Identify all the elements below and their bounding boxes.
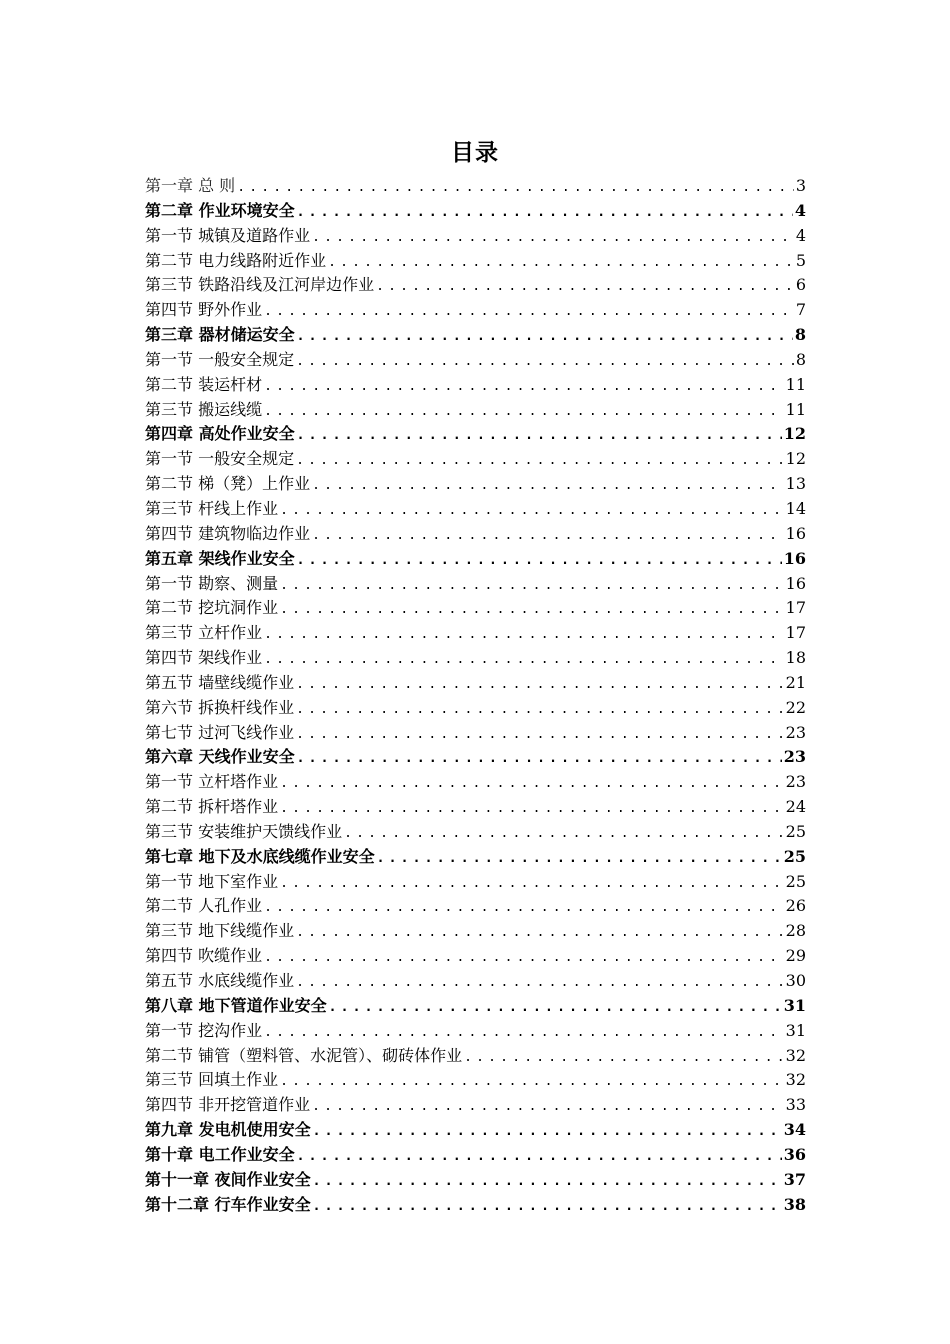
toc-entry-label: 第一节 一般安全规定	[145, 449, 295, 469]
toc-entry[interactable]	[145, 621, 806, 646]
dot-leader	[280, 797, 784, 822]
toc-entry[interactable]	[145, 919, 806, 944]
toc-entry[interactable]	[145, 572, 806, 597]
toc-entry[interactable]	[145, 398, 806, 423]
toc-entry-page-number: 5	[795, 250, 806, 270]
dot-leader	[297, 747, 782, 772]
toc-entry-label: 第三节 地下线缆作业	[145, 921, 295, 941]
toc-entry-label: 第五节 水底线缆作业	[145, 971, 295, 990]
toc-entry-page-number: 17	[785, 623, 806, 643]
table-of-contents	[145, 174, 806, 1217]
toc-entry-page-number: 6	[795, 275, 806, 295]
dot-leader	[297, 201, 793, 226]
toc-entry-label: 第四节 野外作业	[145, 300, 263, 320]
dot-leader	[237, 176, 794, 201]
toc-entry-page-number: 25	[785, 871, 806, 891]
dot-leader	[296, 921, 784, 946]
toc-entry[interactable]	[145, 447, 806, 472]
toc-entry-label: 第二节 挖坑洞作业	[145, 598, 279, 618]
toc-entry-label: 第九章 发电机使用安全	[145, 1120, 311, 1140]
toc-entry-label: 第一章 总 则	[145, 176, 236, 195]
toc-entry-label: 第二节 人孔作业	[145, 896, 263, 916]
toc-entry-label: 第十章 电工作业安全	[145, 1144, 295, 1164]
toc-entry[interactable]	[145, 1193, 806, 1218]
dot-leader	[296, 723, 784, 748]
dot-leader	[264, 1021, 784, 1046]
toc-entry-label: 第二节 梯（凳）上作业	[145, 474, 311, 494]
toc-entry-page-number: 8	[794, 325, 806, 345]
toc-entry-label: 第十二章 行车作业安全	[145, 1194, 311, 1214]
toc-entry-page-number: 30	[785, 971, 806, 990]
toc-entry-page-number: 21	[785, 672, 806, 692]
toc-entry-page-number: 32	[785, 1070, 806, 1090]
toc-entry-label: 第二章 作业环境安全	[145, 200, 295, 220]
toc-entry-label: 第二节 装运杆材	[145, 374, 263, 394]
toc-entry-label: 第二节 铺管（塑料管、水泥管）、砌砖体作业	[145, 1045, 463, 1065]
dot-leader	[264, 623, 784, 648]
toc-entry[interactable]	[145, 820, 806, 845]
toc-entry[interactable]	[145, 770, 806, 795]
toc-entry-page-number: 23	[783, 747, 806, 767]
toc-entry-label: 第一节 挖沟作业	[145, 1020, 263, 1040]
toc-entry[interactable]	[145, 273, 806, 298]
toc-entry[interactable]	[145, 745, 806, 770]
dot-leader	[312, 474, 784, 499]
toc-entry-page-number: 33	[785, 1095, 806, 1115]
toc-entry-label: 第五章 架线作业安全	[145, 548, 295, 568]
toc-entry-page-number: 23	[785, 722, 806, 742]
toc-entry-label: 第三节 铁路沿线及江河岸边作业	[145, 275, 375, 295]
toc-entry-page-number: 8	[795, 349, 806, 369]
dot-leader	[264, 400, 784, 425]
dot-leader	[264, 648, 784, 673]
toc-entry-page-number: 37	[783, 1169, 806, 1189]
toc-entry-page-number: 4	[795, 225, 806, 245]
toc-entry-page-number: 26	[785, 896, 806, 916]
toc-entry-page-number: 28	[785, 921, 806, 941]
toc-entry-page-number: 11	[785, 374, 806, 394]
toc-entry-page-number: 25	[785, 821, 806, 841]
dot-leader	[280, 598, 784, 623]
dot-leader	[280, 1070, 784, 1095]
toc-entry[interactable]	[145, 199, 806, 224]
toc-entry-page-number: 25	[783, 846, 806, 866]
toc-entry-page-number: 31	[785, 1020, 806, 1040]
toc-entry[interactable]	[145, 944, 806, 969]
dot-leader	[280, 499, 784, 524]
dot-leader	[296, 698, 784, 723]
dot-leader	[344, 822, 784, 847]
toc-entry-label: 第四节 吹缆作业	[145, 946, 263, 966]
dot-leader	[296, 449, 784, 474]
dot-leader	[313, 1195, 782, 1220]
toc-entry[interactable]	[145, 894, 806, 919]
toc-entry[interactable]	[145, 795, 806, 820]
toc-entry-page-number: 16	[785, 523, 806, 543]
dot-leader	[313, 1120, 782, 1145]
toc-entry[interactable]	[145, 646, 806, 671]
dot-leader	[264, 896, 784, 921]
dot-leader	[297, 325, 793, 350]
dot-leader	[296, 350, 794, 375]
dot-leader	[264, 300, 794, 325]
toc-entry-label: 第四节 建筑物临边作业	[145, 523, 311, 543]
dot-leader	[376, 275, 794, 300]
toc-entry-label: 第七章 地下及水底线缆作业安全	[145, 846, 375, 866]
toc-entry-page-number: 23	[785, 772, 806, 792]
toc-entry[interactable]	[145, 994, 806, 1019]
dot-leader	[297, 549, 782, 574]
toc-entry-label: 第一节 立杆塔作业	[145, 772, 279, 792]
toc-entry-page-number: 22	[785, 697, 806, 717]
dot-leader	[312, 226, 794, 251]
toc-entry-page-number: 36	[783, 1144, 806, 1164]
dot-leader	[296, 971, 784, 996]
toc-entry-page-number: 3	[795, 176, 806, 195]
toc-entry-label: 第三节 搬运线缆	[145, 399, 263, 419]
toc-entry[interactable]	[145, 1044, 806, 1069]
toc-entry[interactable]	[145, 596, 806, 621]
toc-entry-label: 第四节 非开挖管道作业	[145, 1095, 311, 1115]
toc-entry-label: 第十一章 夜间作业安全	[145, 1169, 311, 1189]
toc-entry-label: 第一节 城镇及道路作业	[145, 225, 311, 245]
toc-entry-label: 第二节 电力线路附近作业	[145, 250, 327, 270]
dot-leader	[264, 375, 784, 400]
toc-entry-label: 第七节 过河飞线作业	[145, 722, 295, 742]
toc-entry-label: 第三章 器材储运安全	[145, 325, 295, 345]
toc-entry-page-number: 4	[794, 200, 806, 220]
toc-entry-label: 第三节 立杆作业	[145, 623, 263, 643]
dot-leader	[280, 772, 784, 797]
toc-entry[interactable]	[145, 497, 806, 522]
toc-entry-page-number: 32	[785, 1045, 806, 1065]
toc-entry[interactable]	[145, 721, 806, 746]
dot-leader	[280, 872, 784, 897]
toc-entry-label: 第五节 墙壁线缆作业	[145, 672, 295, 692]
toc-entry-label: 第一节 地下室作业	[145, 871, 279, 891]
toc-entry[interactable]	[145, 249, 806, 274]
toc-entry[interactable]	[145, 373, 806, 398]
toc-entry-label: 第六章 天线作业安全	[145, 747, 295, 767]
toc-entry-label: 第四节 架线作业	[145, 648, 263, 668]
dot-leader	[328, 251, 794, 276]
dot-leader	[297, 1145, 782, 1170]
toc-entry[interactable]	[145, 1019, 806, 1044]
dot-leader	[313, 1170, 782, 1195]
toc-entry-label: 第一节 一般安全规定	[145, 349, 295, 369]
dot-leader	[312, 524, 784, 549]
toc-entry[interactable]	[145, 969, 806, 994]
toc-entry[interactable]	[145, 696, 806, 721]
toc-entry-page-number: 16	[783, 548, 806, 568]
toc-entry-page-number: 18	[785, 648, 806, 668]
toc-entry-page-number: 12	[783, 424, 806, 444]
toc-entry[interactable]	[145, 522, 806, 547]
toc-entry-page-number: 24	[785, 797, 806, 817]
toc-entry-page-number: 16	[785, 573, 806, 593]
toc-entry[interactable]	[145, 1093, 806, 1118]
dot-leader	[464, 1046, 784, 1071]
dot-leader	[329, 996, 782, 1021]
toc-entry[interactable]	[145, 174, 806, 199]
dot-leader	[296, 673, 784, 698]
toc-entry-page-number: 17	[785, 598, 806, 618]
toc-entry[interactable]	[145, 1168, 806, 1193]
dot-leader	[297, 424, 782, 449]
toc-entry[interactable]	[145, 870, 806, 895]
toc-title: 目录	[451, 140, 499, 166]
dot-leader	[280, 574, 784, 599]
toc-entry[interactable]	[145, 224, 806, 249]
toc-entry[interactable]	[145, 422, 806, 447]
toc-entry-page-number: 11	[785, 399, 806, 419]
toc-entry[interactable]	[145, 845, 806, 870]
toc-entry[interactable]	[145, 472, 806, 497]
dot-leader	[264, 946, 784, 971]
dot-leader	[312, 1095, 784, 1120]
toc-entry-label: 第六节 拆换杆线作业	[145, 697, 295, 717]
toc-entry[interactable]	[145, 323, 806, 348]
toc-entry-label: 第三节 回填土作业	[145, 1070, 279, 1090]
toc-entry-page-number: 14	[785, 498, 806, 518]
toc-entry-page-number: 38	[783, 1194, 806, 1214]
toc-entry-page-number: 13	[785, 474, 806, 494]
toc-entry[interactable]	[145, 547, 806, 572]
toc-entry-page-number: 34	[783, 1120, 806, 1140]
dot-leader	[377, 847, 782, 872]
toc-entry-page-number: 29	[785, 946, 806, 966]
toc-entry-label: 第三节 杆线上作业	[145, 498, 279, 518]
toc-entry-label: 第四章 高处作业安全	[145, 424, 295, 444]
toc-entry[interactable]	[145, 671, 806, 696]
toc-entry-label: 第三节 安装维护天馈线作业	[145, 821, 343, 841]
toc-entry-page-number: 7	[795, 300, 806, 320]
toc-entry[interactable]	[145, 348, 806, 373]
toc-entry-label: 第一节 勘察、测量	[145, 573, 279, 593]
toc-entry[interactable]	[145, 298, 806, 323]
toc-entry-label: 第八章 地下管道作业安全	[145, 995, 327, 1015]
toc-entry[interactable]	[145, 1118, 806, 1143]
toc-entry[interactable]	[145, 1143, 806, 1168]
toc-entry-page-number: 31	[783, 995, 806, 1015]
toc-entry[interactable]	[145, 1068, 806, 1093]
toc-entry-label: 第二节 拆杆塔作业	[145, 797, 279, 817]
toc-entry-page-number: 12	[785, 449, 806, 469]
